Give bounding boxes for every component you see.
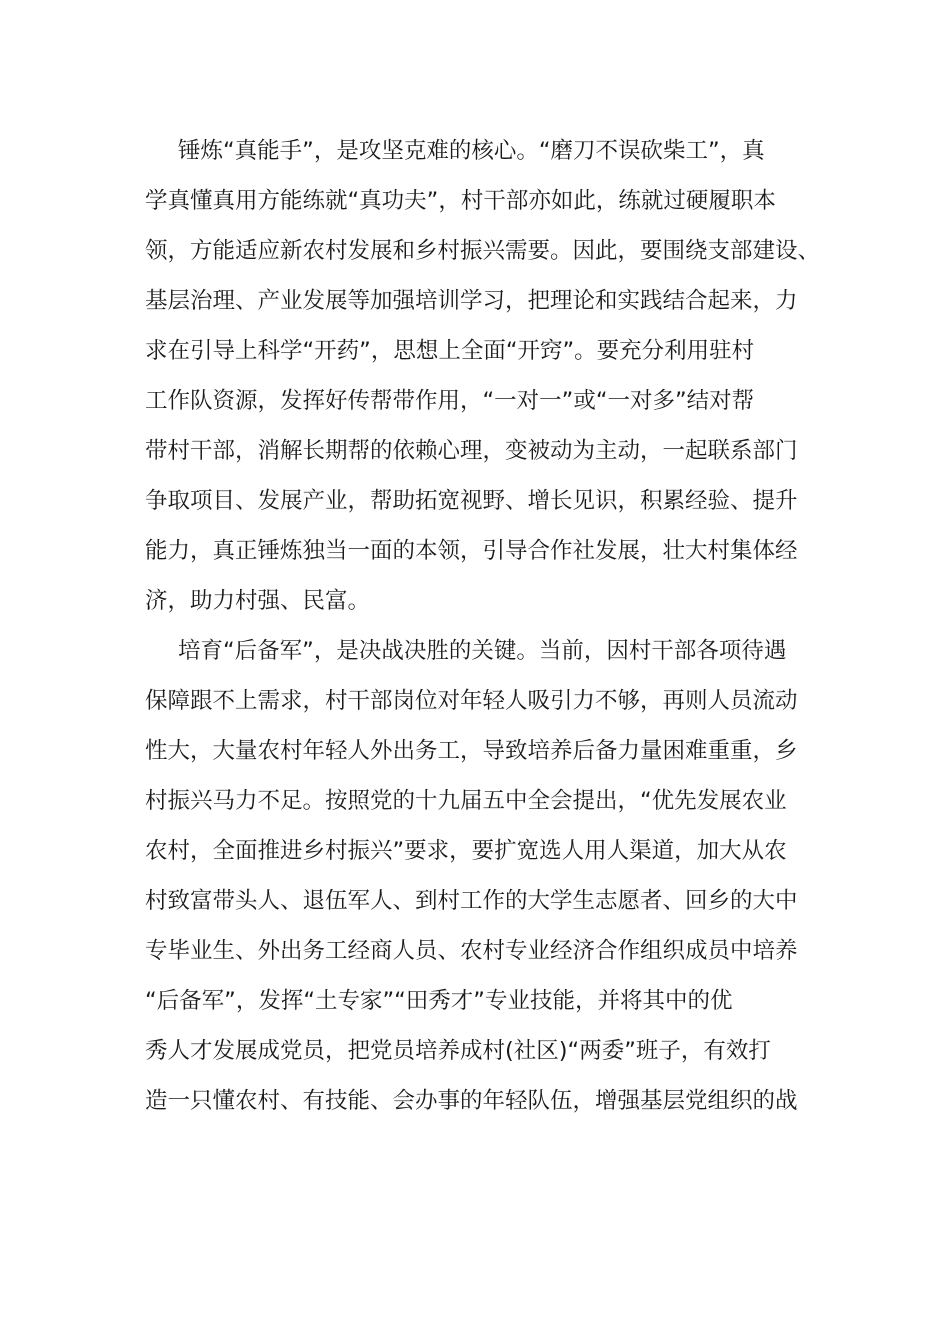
paragraph-line: 学真懂真用方能练就“真功夫”，村干部亦如此，练就过硬履职本: [145, 188, 776, 214]
paragraph-line: 村振兴马力不足。按照党的十九届五中全会提出，“优先发展农业: [145, 788, 787, 814]
paragraph-line: 求在引导上科学“开药”，思想上全面“开窍”。要充分利用驻村: [145, 338, 755, 364]
paragraph-line: 带村干部，消解长期帮的依赖心理，变被动为主动，一起联系部门: [145, 438, 798, 464]
paragraph-1: [145, 126, 821, 626]
paragraph-line: 领，方能适应新农村发展和乡村振兴需要。因此，要围绕支部建设、: [145, 238, 821, 264]
paragraph-line: 争取项目、发展产业，帮助拓宽视野、增长见识，积累经验、提升: [145, 488, 798, 514]
paragraph-line: “后备军”，发挥“土专家”“田秀才”专业技能，并将其中的优: [145, 988, 733, 1014]
paragraph-line: 济，助力村强、民富。: [145, 588, 371, 614]
document-body: [145, 126, 821, 1126]
paragraph-line: 能力，真正锤炼独当一面的本领，引导合作社发展，壮大村集体经: [145, 538, 798, 564]
paragraph-line: 保障跟不上需求，村干部岗位对年轻人吸引力不够，再则人员流动: [145, 688, 798, 714]
paragraph-2: [145, 626, 810, 1126]
paragraph-line: 性大，大量农村年轻人外出务工，导致培养后备力量困难重重，乡: [145, 738, 798, 764]
paragraph-line: 专毕业生、外出务工经商人员、农村专业经济合作组织成员中培养: [145, 938, 798, 964]
paragraph-line: 秀人才发展成党员，把党员培养成村(社区)“两委”班子，有效打: [145, 1038, 771, 1064]
paragraph-line: 造一只懂农村、有技能、会办事的年轻队伍，增强基层党组织的战: [145, 1088, 798, 1114]
paragraph-line: 工作队资源，发挥好传帮带作用，“一对一”或“一对多”结对帮: [145, 388, 755, 414]
paragraph-line: 农村，全面推进乡村振兴”要求，要扩宽选人用人渠道，加大从农: [145, 838, 787, 864]
paragraph-line: 培育“后备军”，是决战决胜的关键。当前，因村干部各项待遇: [178, 638, 787, 664]
paragraph-line: 锤炼“真能手”，是攻坚克难的核心。“磨刀不误砍柴工”，真: [178, 138, 765, 164]
paragraph-line: 基层治理、产业发展等加强培训学习，把理论和实践结合起来，力: [145, 288, 798, 314]
paragraph-line: 村致富带头人、退伍军人、到村工作的大学生志愿者、回乡的大中: [145, 888, 798, 914]
